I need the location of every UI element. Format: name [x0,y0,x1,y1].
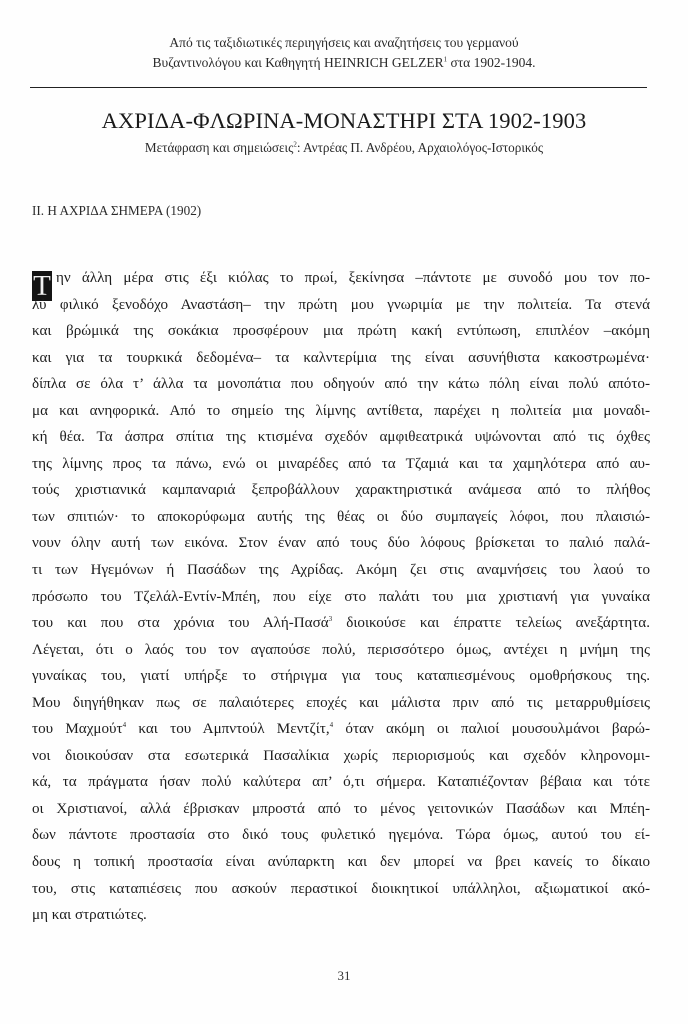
section-heading: ΙΙ. Η ΑΧΡΙΔΑ ΣΗΜΕΡΑ (1902) [32,203,202,218]
drop-cap: Τ [33,270,51,302]
body-line: δίπλα σε όλα τ’ άλλα τα μονοπάτια που οδηγούν από την κάτω πόλη είναι πολύ απότο- [32,376,650,393]
running-header-line-2 [40,53,648,73]
body-text-segment: του και που στα χρόνια του Αλή-Πασά [32,615,329,632]
body-line: μη και στρατιώτες. [32,907,147,924]
body-line: κή θέα. Τα άσπρα σπίτια της κτισμένα σχεδόν αμφιθεατρικά υψώνονται από τις όχθες [32,429,650,446]
page-number: 31 [337,968,351,983]
body-line: Λέγεται, ότι ο λαός του τον αγαπούσε πολύ, περισσότερο όμως, αντέχει η μνήμη της [32,641,650,658]
footnote-marker: 4 [329,721,334,730]
body-text-segment: διοικούσε και έπραττε τελείως ανεξάρτητα. [332,615,650,632]
body-line: του, στις καταπιέσεις που ασκούν περαστικοί διοικητικοί υπάλληλοι, αξιωματικοί ακό- [32,880,650,897]
running-header-line-1: Από τις ταξιδιωτικές περιηγήσεις και αναζητήσεις του γερμανού [169,35,519,50]
translator-name: : Αντρέας Π. Ανδρέου, Αρχαιολόγος-Ιστορικός [296,140,544,155]
body-line: κά, τα πράγματα ήσαν πολύ καλύτερα απ’ ό,τι σήμερα. Καταπιέζονταν βέβαια και τότε [32,774,650,791]
body-line: των σπιτιών· το αποκορύφωμα αυτής της θέας οι δύο συμπαγείς λόφοι, που πλαισιώ- [32,508,650,525]
body-line: νουν όλην αυτή των εικόνα. Στον έναν από τους δύο λόφους βρίσκεται το παλιό παλά- [32,535,650,552]
body-paragraph [32,265,650,929]
body-line: δους η τοπική προστασία είναι ανύπαρκτη και δεν μπορεί να βρει κανείς το δίκαιο [32,854,650,871]
body-line: γυναίκας του, γιατί υπήρξε το στήριγμα για τους καταπιεσμένους ομοθρήσκους της. [32,668,650,685]
body-text-segment: όταν ακόμη οι παλιοί μουσουλμάνοι βαρώ- [333,721,650,738]
body-line: Μου διηγήθηκαν πως σε παλαιότερες εποχές και μάλιστα πριν από τις μεταρρυθμίσεις [32,694,650,711]
body-line: ην άλλη μέρα στις έξι κιόλας το πρωί, ξεκίνησα –πάντοτε με συνοδό μου τον πο- [56,270,650,286]
running-header [40,33,648,73]
body-text-segment: και του Αμπντούλ Μεντζίτ, [126,721,330,738]
translator-label: Μετάφραση και σημειώσεις [144,140,294,155]
footnote-marker: 4 [122,721,127,730]
body-text-segment: του Μαχμούτ [32,721,123,738]
footnote-marker: 1 [443,55,448,64]
body-line: της λίμνης προς τα πάνω, ενώ οι μιναρέδες από τα Τζαμιά και τα χαμηλότερα από αυ- [32,455,650,472]
body-line: τούς χριστιανικά καμπαναριά ξεπροβάλλουν χαρακτηριστικά ανάμεσα από το πλήθος [32,482,650,499]
footnote-marker: 3 [328,615,333,624]
body-line: λύ φιλικό ξενοδόχο Αναστάση– την πρώτη μου γνωριμία με την πολιτεία. Τα στενά [32,296,650,313]
running-header-text: Βυζαντινολόγου και Καθηγητή HEINRICH GELZER [152,55,444,70]
body-line: πρόσωπο του Τζελάλ-Εντίν-Μπέη, που είχε στο παλάτι του μια χριστιανή για γυναίκα [32,588,650,605]
footnote-marker: 2 [293,140,297,149]
body-line: νοι διοικούσαν στα εσωτερικά Πασαλίκια χωρίς περιορισμούς και σχεδόν κληρονομι- [32,747,650,764]
body-line: οι Χριστιανοί, αλλά έβρισκαν μπροστά από το μένος γειτονικών Πασάδων και Μπέη- [32,800,650,817]
body-line [32,716,650,743]
body-line: και βρώμικά της σοκάκια προσφέρουν μια πρώτη κακή εντύπωση, επιπλέον –ακόμη [32,323,650,340]
body-line: δων πάντοτε προστασία στο δικό τους φυλετικό ηγεμόνα. Τώρα όμως, αυτού του εί- [32,827,650,844]
body-line: μα και ανηφορικά. Από το σημείο της λίμνης αντίθετα, παρέχει η πολιτεία μια μοναδι- [32,402,650,419]
body-line [32,610,650,637]
header-rule [30,87,647,88]
body-line: τι των Ηγεμόνων ή Πασάδων της Αχρίδας. Ακόμη ζει στις αναμνήσεις του λαού το [32,562,650,579]
running-header-tail: στα 1902-1904. [447,55,536,70]
body-line: και για τα τουρκικά δεδομένα– τα καλντερίμια της είναι ασυνήθιστα κακοστρωμένα· [32,349,650,366]
article-title: ΑΧΡΙΔΑ-ΦΛΩΡΙΝΑ-ΜΟΝΑΣΤΗΡΙ ΣΤΑ 1902-1903 [101,108,587,133]
translator-credit [40,139,648,157]
